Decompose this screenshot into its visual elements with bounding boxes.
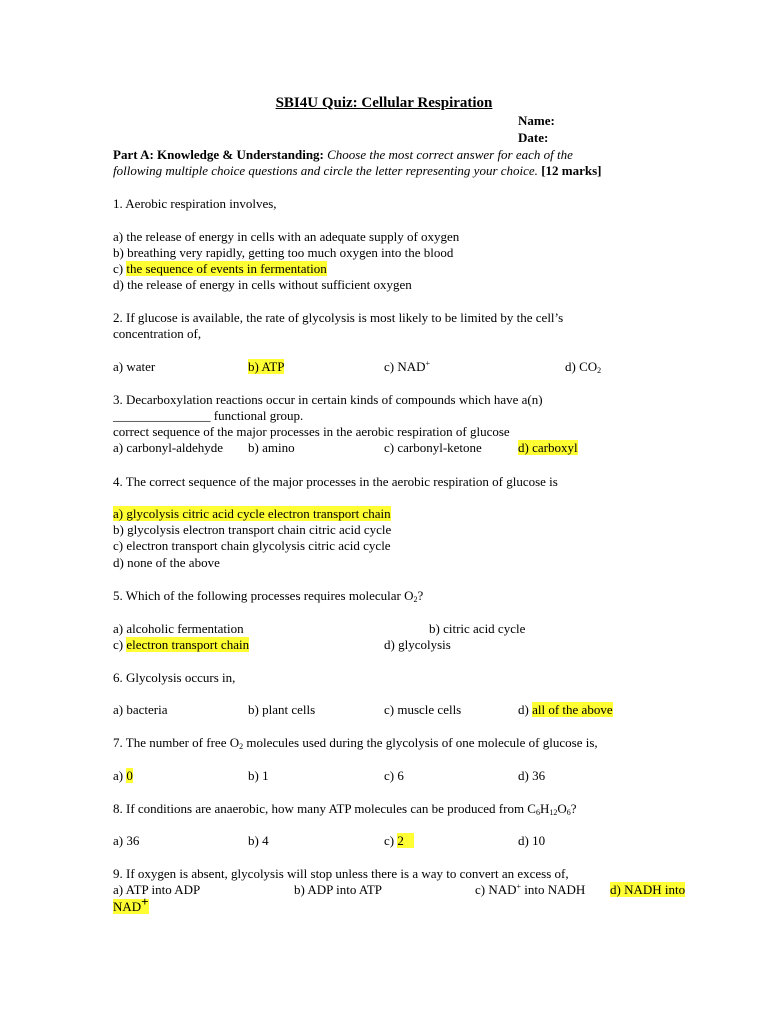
q6-option-d-highlight: all of the above xyxy=(532,702,613,717)
q2-stem-1: 2. If glucose is available, the rate of glycolysis is most likely to be limited by the cell’s xyxy=(113,310,564,325)
q5-option-c-highlight: electron transport chain xyxy=(126,637,250,652)
q4-option-a xyxy=(113,506,391,521)
q4-option-c: c) electron transport chain glycolysis citric acid cycle xyxy=(113,538,391,553)
q8-option-d: d) 10 xyxy=(518,833,546,848)
q8-option-c xyxy=(384,833,414,848)
q4-option-d: d) none of the above xyxy=(113,555,220,570)
q1-option-c-highlight: the sequence of events in fermentation xyxy=(126,261,327,276)
q9-option-c-text-1: c) NAD xyxy=(475,882,517,897)
q6-option-d-letter: d) xyxy=(518,702,533,717)
q1-option-a: a) the release of energy in cells with an adequate supply of oxygen xyxy=(113,229,460,244)
q1-option-c xyxy=(113,261,327,276)
q2-option-c-text: c) NAD xyxy=(384,359,426,374)
part-a-line-1 xyxy=(113,147,573,162)
part-a-heading: Part A: Knowledge & Understanding: xyxy=(113,147,324,162)
q5-stem-sub: 2 xyxy=(413,595,418,604)
q6-option-c: c) muscle cells xyxy=(384,702,462,717)
q9-stem: 9. If oxygen is absent, glycolysis will stop unless there is a way to convert an excess of, xyxy=(113,866,569,881)
part-a-marks: [12 marks] xyxy=(541,163,602,178)
q9-option-d-text-2: NAD xyxy=(113,899,142,914)
q5-option-b: b) citric acid cycle xyxy=(429,621,526,636)
q9-option-c-sup: + xyxy=(516,882,522,891)
q7-option-b: b) 1 xyxy=(248,768,269,783)
q3-stem-2: _______________ functional group. xyxy=(113,408,304,423)
q8-option-b: b) 4 xyxy=(248,833,269,848)
q9-option-b: b) ADP into ATP xyxy=(294,882,383,897)
q2-option-d xyxy=(565,359,601,374)
q2-option-b-highlight: b) ATP xyxy=(248,359,285,374)
q1-option-d: d) the release of energy in cells without sufficient oxygen xyxy=(113,277,412,292)
q1-option-b: b) breathing very rapidly, getting too much oxygen into the blood xyxy=(113,245,454,260)
q9-option-c xyxy=(475,882,585,897)
q6-stem: 6. Glycolysis occurs in, xyxy=(113,670,236,685)
q7-stem-sub: 2 xyxy=(239,742,244,751)
q3-option-b: b) amino xyxy=(248,440,295,455)
q3-stray-line: correct sequence of the major processes in the aerobic respiration of glucose xyxy=(113,424,510,439)
q1-option-c-letter: c) xyxy=(113,261,127,276)
q7-option-a-highlight: 0 xyxy=(126,768,133,783)
q8-stem-text: 8. If conditions are anaerobic, how many ATP molecules can be produced from C xyxy=(113,801,536,816)
date-label: Date: xyxy=(518,130,549,145)
q9-option-d-line-2 xyxy=(113,894,149,914)
q2-option-c-sup: + xyxy=(425,359,431,368)
q2-option-b xyxy=(248,359,284,374)
part-a-instruction-2: following multiple choice questions and circle the letter representing your choice. xyxy=(113,163,538,178)
q7-option-c: c) 6 xyxy=(384,768,404,783)
q4-option-a-highlight: a) glycolysis citric acid cycle electron transport chain xyxy=(113,506,391,521)
q3-option-c: c) carbonyl-ketone xyxy=(384,440,482,455)
q5-option-a: a) alcoholic fermentation xyxy=(113,621,244,636)
q8-sub-h: 12 xyxy=(549,808,558,817)
q7-option-a xyxy=(113,768,133,783)
q8-stem-end: ? xyxy=(570,801,577,816)
q5-option-d: d) glycolysis xyxy=(384,637,451,652)
q8-option-c-letter: c) xyxy=(384,833,398,848)
q2-option-c xyxy=(384,359,430,374)
q8-option-c-highlight-pad xyxy=(404,833,414,848)
q9-option-d-line-1 xyxy=(610,882,685,897)
q9-option-d-sup: + xyxy=(141,894,149,909)
q3-option-d xyxy=(518,440,578,455)
q3-stem-1: 3. Decarboxylation reactions occur in certain kinds of compounds which have a(n) xyxy=(113,392,543,407)
q3-option-a: a) carbonyl-aldehyde xyxy=(113,440,224,455)
q5-option-c-letter: c) xyxy=(113,637,127,652)
page-title: SBI4U Quiz: Cellular Respiration xyxy=(275,95,493,111)
q7-option-a-letter: a) xyxy=(113,768,127,783)
q7-stem-text-1: 7. The number of free O xyxy=(113,735,240,750)
q8-sub-c: 6 xyxy=(535,808,540,817)
q4-option-b: b) glycolysis electron transport chain citric acid cycle xyxy=(113,522,392,537)
q9-option-d-highlight-1: d) NADH into xyxy=(610,882,686,897)
q2-option-a: a) water xyxy=(113,359,156,374)
q6-option-b: b) plant cells xyxy=(248,702,316,717)
name-label: Name: xyxy=(518,113,555,128)
q5-stem-text: 5. Which of the following processes requires molecular O xyxy=(113,588,414,603)
q7-stem-text-2: molecules used during the glycolysis of one molecule of glucose is, xyxy=(243,735,598,750)
q6-option-d xyxy=(518,702,613,717)
q2-option-d-sub: 2 xyxy=(597,366,602,375)
q8-h: H xyxy=(539,801,550,816)
q1-stem: 1. Aerobic respiration involves, xyxy=(113,196,277,211)
q8-stem xyxy=(113,801,577,816)
q4-stem: 4. The correct sequence of the major processes in the aerobic respiration of glucose is xyxy=(113,474,558,489)
q2-stem-2: concentration of, xyxy=(113,326,202,341)
q9-option-d-highlight-2 xyxy=(113,894,149,914)
q8-option-a: a) 36 xyxy=(113,833,140,848)
q9-option-a: a) ATP into ADP xyxy=(113,882,201,897)
q5-stem xyxy=(113,588,423,603)
q9-option-c-text-2: into NADH xyxy=(521,882,586,897)
part-a-instruction-1: Choose the most correct answer for each of the xyxy=(327,147,573,162)
q8-sub-o: 6 xyxy=(566,808,571,817)
part-a-line-2 xyxy=(113,163,601,178)
q8-option-c-highlight: 2 xyxy=(397,833,404,848)
q8-o: O xyxy=(557,801,567,816)
q6-option-a: a) bacteria xyxy=(113,702,168,717)
q2-option-d-text: d) CO xyxy=(565,359,598,374)
q5-option-c xyxy=(113,637,249,652)
q7-option-d: d) 36 xyxy=(518,768,546,783)
q5-stem-end: ? xyxy=(417,588,424,603)
q3-option-d-highlight: d) carboxyl xyxy=(518,440,578,455)
q7-stem xyxy=(113,735,598,750)
